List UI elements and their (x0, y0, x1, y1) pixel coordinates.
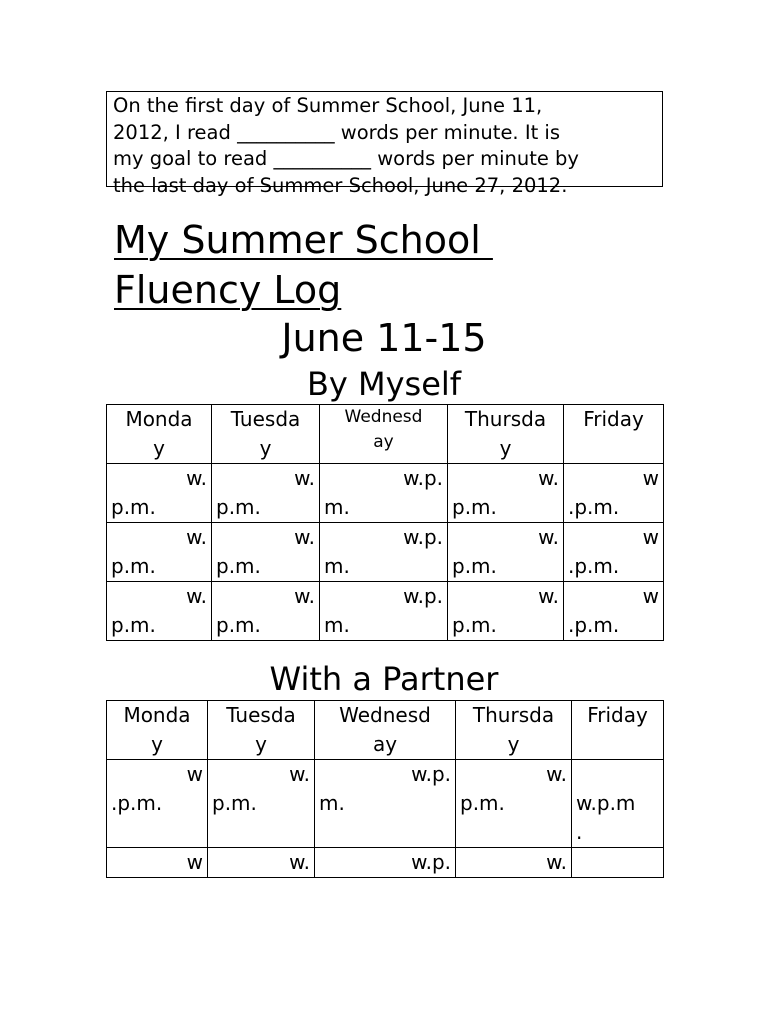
wpm-unit: w.p. (403, 525, 443, 549)
goal-text-line: On the first day of Summer School, June 11, (113, 94, 543, 117)
table-row (107, 464, 664, 523)
day-label-wrap: ay (373, 432, 394, 452)
day-label: Friday (587, 703, 648, 727)
wpm-unit: m. (324, 613, 350, 637)
day-label: Thursda (472, 703, 555, 727)
goal-text-line: my goal to read __________ words per minute by (113, 147, 579, 170)
day-label: Monda (123, 703, 191, 727)
wpm-unit (576, 760, 659, 789)
wpm-unit: w.p. (403, 466, 443, 490)
wpm-unit: w. (538, 584, 559, 608)
wpm-entry-cell[interactable] (564, 523, 664, 582)
wpm-entry-cell[interactable] (107, 582, 212, 641)
day-label: Monda (125, 407, 193, 431)
wpm-entry-cell[interactable] (315, 760, 456, 848)
wpm-entry-cell[interactable] (564, 464, 664, 523)
wpm-unit: w. (294, 466, 315, 490)
wpm-unit: p.m. (216, 613, 261, 637)
wpm-entry-cell[interactable] (448, 464, 564, 523)
wpm-entry-cell[interactable] (320, 582, 448, 641)
table-row (107, 523, 664, 582)
wpm-entry-cell[interactable] (208, 760, 315, 848)
wpm-entry-cell[interactable] (107, 760, 208, 848)
week-label: June 11-15 (281, 316, 487, 360)
wpm-unit: m. (324, 554, 350, 578)
wpm-unit: p.m. (216, 495, 261, 519)
wpm-unit: p.m. (212, 791, 257, 815)
wpm-unit: w.p. (411, 762, 451, 786)
day-label-wrap: y (153, 436, 165, 460)
table-row (107, 848, 664, 878)
wpm-entry-cell[interactable] (212, 582, 320, 641)
day-label-wrap: y (507, 732, 520, 756)
wpm-unit: w. (294, 525, 315, 549)
wpm-unit: w. (538, 466, 559, 490)
day-label-wrap: ay (372, 732, 398, 756)
table-row (107, 582, 664, 641)
by-myself-heading: By Myself (306, 365, 462, 403)
day-header-wednesday (315, 701, 456, 760)
day-header-friday (572, 701, 664, 760)
with-partner-table (106, 700, 664, 878)
day-label: Wednesd (339, 703, 431, 727)
page-title-line-1: My Summer School (114, 218, 493, 262)
wpm-unit: .p.m. (568, 613, 620, 637)
table-header-row (107, 405, 664, 464)
wpm-entry-cell[interactable]: w.p. (315, 848, 456, 878)
wpm-unit: w. (186, 525, 207, 549)
wpm-entry-cell[interactable] (448, 523, 564, 582)
wpm-unit: w (642, 466, 659, 490)
goal-text-line: the last day of Summer School, June 27, 2012. (113, 173, 568, 197)
day-header-wednesday (320, 405, 448, 464)
table-row (107, 760, 664, 848)
wpm-unit: .p.m. (111, 791, 163, 815)
day-header-monday (107, 701, 208, 760)
day-header-thursday (448, 405, 564, 464)
day-label: Tuesda (226, 703, 296, 727)
wpm-unit: w (642, 525, 659, 549)
wpm-entry-cell[interactable] (212, 464, 320, 523)
wpm-unit: w. (538, 525, 559, 549)
wpm-entry-cell[interactable]: w. (456, 848, 572, 878)
wpm-entry-cell[interactable] (320, 523, 448, 582)
day-header-friday (564, 405, 664, 464)
wpm-unit: p.m. (452, 554, 497, 578)
wpm-entry-cell[interactable] (564, 582, 664, 641)
wpm-unit: p.m. (111, 554, 156, 578)
day-label: Thursda (464, 407, 547, 431)
by-myself-table (106, 404, 664, 641)
table-header-row (107, 701, 664, 760)
wpm-unit: .p.m. (568, 554, 620, 578)
wpm-unit: w. (186, 466, 207, 490)
wpm-entry-cell[interactable] (456, 760, 572, 848)
wpm-unit: p.m. (452, 613, 497, 637)
day-label: Tuesda (230, 407, 301, 431)
wpm-unit: w (186, 762, 203, 786)
reading-goal-box (106, 91, 663, 197)
page-title-line-2: Fluency Log (114, 268, 342, 312)
wpm-unit: w. (546, 762, 567, 786)
day-label-wrap: y (499, 436, 512, 460)
goal-text-line: 2012, I read __________ words per minute. It is (113, 120, 561, 144)
wpm-entry-cell[interactable] (107, 464, 212, 523)
wpm-unit: w (642, 584, 659, 608)
wpm-unit: p.m. (111, 495, 156, 519)
day-header-thursday (456, 701, 572, 760)
wpm-unit: m. (319, 791, 345, 815)
wpm-unit: p.m. (216, 554, 261, 578)
wpm-unit: w. (294, 584, 315, 608)
day-header-tuesday (212, 405, 320, 464)
wpm-unit: w.p. (403, 584, 443, 608)
wpm-entry-cell[interactable] (107, 523, 212, 582)
wpm-unit: p.m. (452, 495, 497, 519)
wpm-unit: . (576, 820, 583, 844)
wpm-unit: p.m. (460, 791, 505, 815)
day-label: Wednesd (344, 407, 423, 427)
wpm-entry-cell[interactable]: w. (208, 848, 315, 878)
day-label-wrap: y (255, 732, 267, 756)
day-label-wrap: y (259, 436, 272, 460)
wpm-entry-cell[interactable] (572, 760, 664, 848)
wpm-entry-cell[interactable] (320, 464, 448, 523)
wpm-unit: w. (186, 584, 207, 608)
day-label-wrap: y (151, 732, 163, 756)
wpm-unit: w.p.m (576, 791, 636, 815)
day-header-tuesday (208, 701, 315, 760)
wpm-entry-cell[interactable]: w (107, 848, 208, 878)
wpm-unit: p.m. (111, 613, 156, 637)
wpm-entry-cell[interactable] (572, 848, 664, 878)
day-label: Friday (583, 407, 644, 431)
day-header-monday (107, 405, 212, 464)
wpm-unit: m. (324, 495, 350, 519)
with-partner-heading: With a Partner (269, 660, 499, 698)
wpm-unit: w. (289, 762, 310, 786)
wpm-entry-cell[interactable] (448, 582, 564, 641)
wpm-unit: .p.m. (568, 495, 620, 519)
wpm-entry-cell[interactable] (212, 523, 320, 582)
